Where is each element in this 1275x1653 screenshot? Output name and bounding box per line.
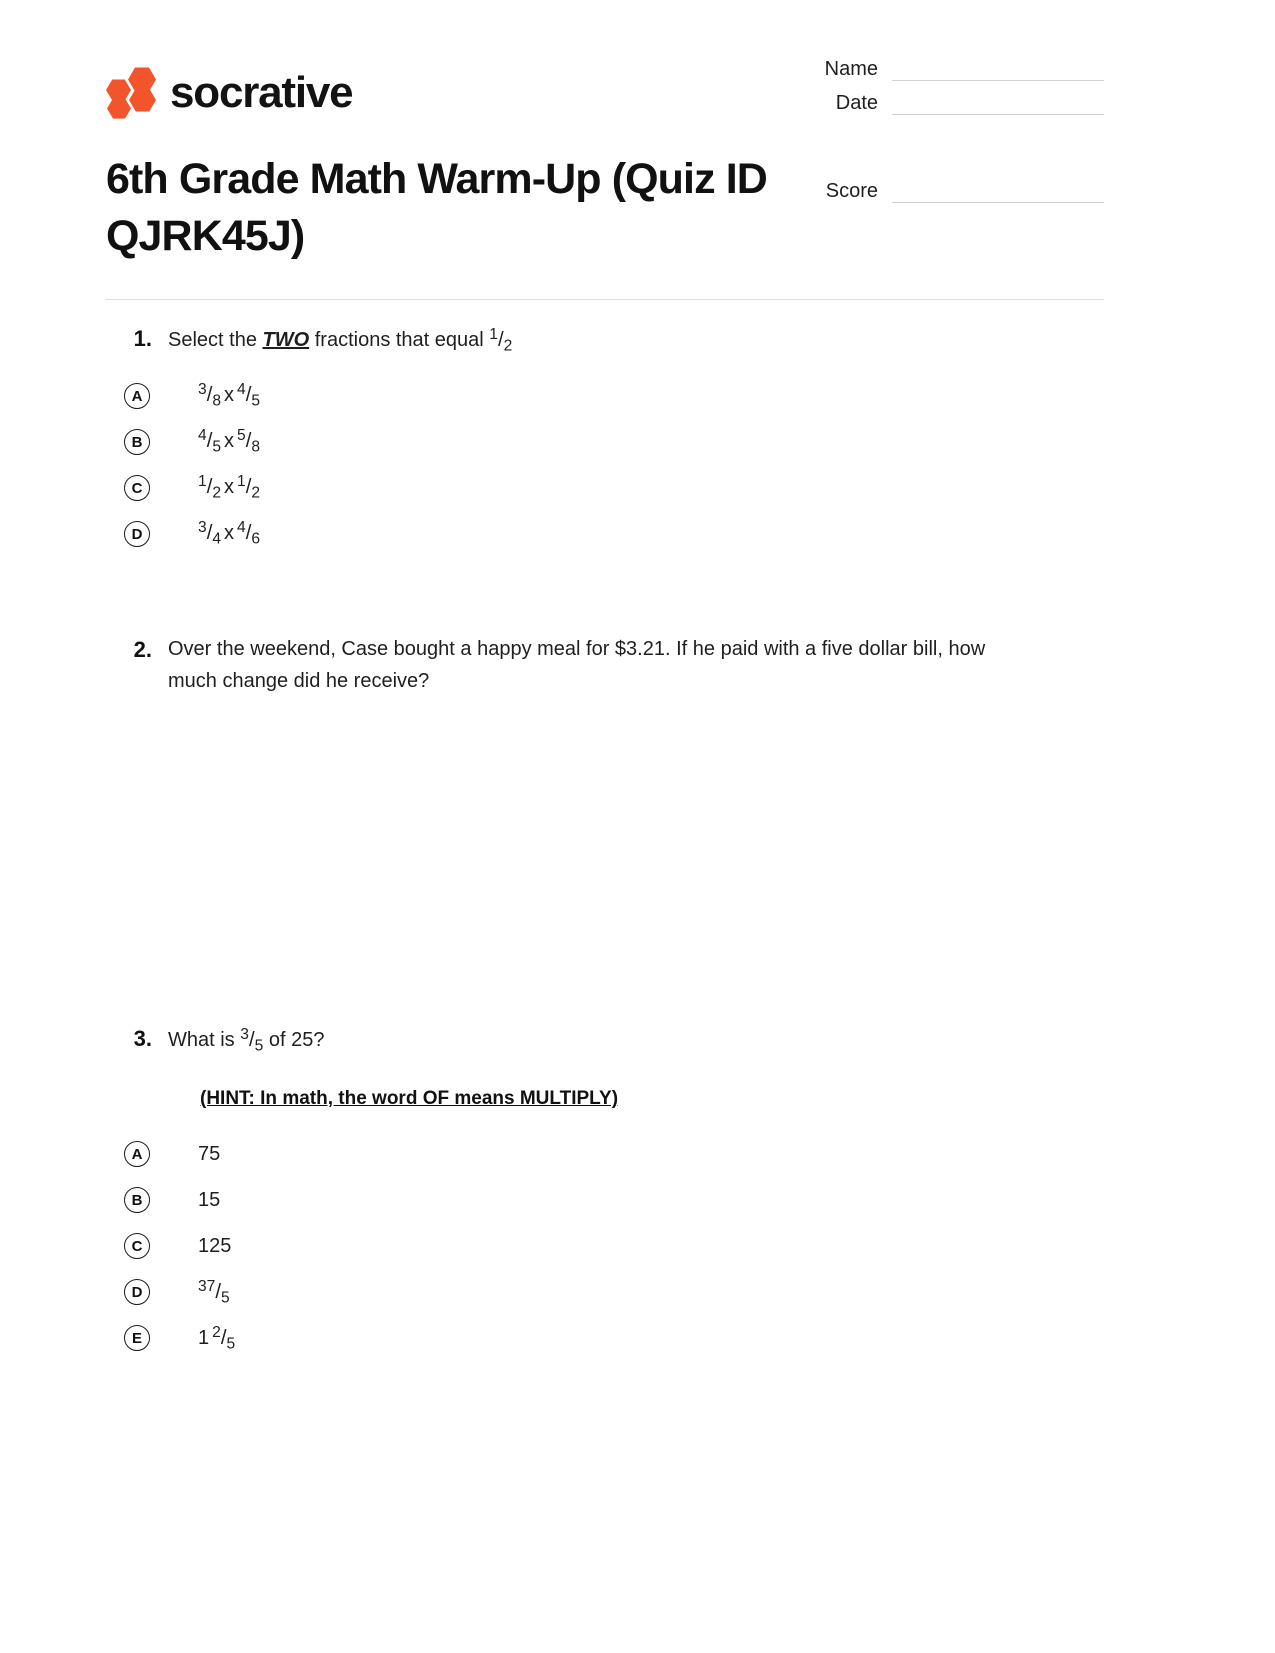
name-field-row	[808, 58, 1104, 81]
operator-symbol: x	[224, 476, 235, 499]
hexagon-shape	[106, 79, 131, 101]
question-hint: (HINT: In math, the word OF means MULTIPLY)	[200, 1087, 619, 1109]
answer-option[interactable]	[106, 1177, 1104, 1223]
question-text-part: of 25?	[263, 1029, 325, 1052]
option-letter[interactable]: C	[124, 475, 150, 501]
inline-fraction	[212, 1323, 236, 1353]
answer-option[interactable]	[106, 465, 1104, 511]
option-text	[168, 379, 260, 413]
inline-fraction	[198, 381, 222, 411]
question-item	[106, 1022, 1104, 1362]
score-field-label: Score	[825, 180, 878, 202]
fraction-numerator: 1	[489, 326, 498, 343]
fraction-slash: /	[220, 1326, 227, 1349]
option-text	[168, 471, 260, 505]
fraction-denominator: 8	[212, 393, 222, 411]
page-title: 6th Grade Math Warm-Up (Quiz ID QJRK45J)	[106, 155, 767, 261]
fraction-numerator: 1	[237, 473, 246, 491]
name-field-label: Name	[824, 58, 878, 80]
option-bullet[interactable]	[106, 521, 168, 547]
inline-fraction	[198, 519, 222, 549]
fraction-numerator: 4	[237, 381, 246, 399]
question-item	[106, 322, 1104, 557]
operator-symbol: x	[224, 522, 235, 545]
answer-option[interactable]	[106, 511, 1104, 557]
fraction-numerator: 4	[198, 427, 207, 445]
fraction-denominator: 4	[212, 531, 222, 549]
fraction-slash: /	[497, 329, 504, 352]
fraction-denominator: 2	[503, 337, 513, 355]
question-heading	[106, 322, 1104, 359]
inline-fraction	[198, 1277, 230, 1307]
fraction-slash: /	[245, 476, 252, 499]
option-letter[interactable]: B	[124, 429, 150, 455]
date-field-row	[808, 92, 1104, 115]
whole-number: 1	[198, 1326, 210, 1349]
answer-options	[106, 373, 1104, 557]
option-bullet[interactable]	[106, 1279, 168, 1305]
option-bullet[interactable]	[106, 1233, 168, 1259]
fraction-slash: /	[215, 1280, 222, 1303]
option-letter[interactable]: D	[124, 521, 150, 547]
inline-fraction	[198, 473, 222, 503]
fraction-slash: /	[206, 476, 213, 499]
option-text: 15	[198, 1189, 221, 1212]
fraction-slash: /	[245, 522, 252, 545]
question-heading	[106, 633, 1104, 698]
question-text	[168, 1022, 1038, 1059]
option-text	[168, 425, 260, 459]
inline-fraction	[237, 473, 261, 503]
question-text	[168, 322, 1038, 359]
fraction-numerator: 37	[198, 1277, 216, 1295]
fraction-numerator: 5	[237, 427, 246, 445]
student-info-fields	[808, 58, 1104, 214]
fraction-denominator: 2	[251, 485, 261, 503]
answer-option[interactable]	[106, 1269, 1104, 1315]
inline-fraction	[237, 519, 261, 549]
option-bullet[interactable]	[106, 383, 168, 409]
option-text: 75	[198, 1143, 221, 1166]
question-text-part: fractions that equal	[309, 329, 490, 352]
hexagon-shape	[129, 88, 156, 112]
fraction-numerator: 2	[212, 1323, 221, 1341]
fraction-slash: /	[248, 1029, 255, 1052]
score-field-input[interactable]	[892, 180, 1104, 203]
answer-option[interactable]	[106, 419, 1104, 465]
fraction-slash: /	[245, 384, 252, 407]
question-text-part: What is	[168, 1029, 241, 1052]
inline-fraction	[198, 427, 222, 457]
socrative-logo	[106, 67, 352, 119]
fraction-denominator: 2	[212, 485, 222, 503]
fraction-denominator: 5	[254, 1037, 264, 1055]
fraction-numerator: 4	[237, 519, 246, 537]
fraction-denominator: 5	[226, 1335, 236, 1353]
date-field-input[interactable]	[892, 92, 1104, 115]
fraction-slash: /	[206, 384, 213, 407]
fraction-denominator: 5	[212, 439, 222, 457]
fraction-denominator: 6	[251, 531, 261, 549]
hexagon-shape	[128, 67, 156, 92]
option-text	[168, 1276, 230, 1310]
fraction-numerator: 3	[240, 1025, 249, 1043]
score-field-row	[808, 180, 1104, 203]
option-bullet[interactable]	[106, 475, 168, 501]
brand-wordmark: socrative	[170, 68, 353, 117]
option-bullet[interactable]	[106, 1187, 168, 1213]
option-letter[interactable]: E	[124, 1325, 150, 1351]
answer-option[interactable]	[106, 1315, 1104, 1361]
fraction-slash: /	[245, 430, 252, 453]
option-bullet[interactable]	[106, 1141, 168, 1167]
fraction-numerator: 3	[198, 519, 207, 537]
inline-fraction	[240, 1025, 264, 1055]
fraction-denominator: 5	[221, 1289, 230, 1307]
operator-symbol: x	[224, 384, 235, 407]
inline-fraction	[489, 326, 513, 355]
fraction-slash: /	[206, 430, 213, 453]
worksheet-header	[106, 58, 1104, 298]
question-number: 3.	[133, 1025, 152, 1051]
option-text	[168, 517, 260, 551]
question-item	[106, 633, 1104, 998]
hexagon-shape	[107, 98, 131, 119]
option-letter[interactable]: C	[124, 1233, 150, 1259]
fraction-slash: /	[206, 522, 213, 545]
answer-option[interactable]	[106, 1131, 1104, 1177]
option-letter[interactable]: A	[124, 383, 150, 409]
answer-options	[106, 1131, 1104, 1361]
header-divider	[106, 299, 1104, 300]
name-field-input[interactable]	[892, 58, 1104, 81]
question-number: 2.	[133, 637, 152, 663]
question-text-part: Select the	[168, 329, 263, 352]
answer-option[interactable]	[106, 1223, 1104, 1269]
option-letter[interactable]: D	[124, 1279, 150, 1305]
fraction-denominator: 8	[251, 439, 261, 457]
option-bullet[interactable]	[106, 429, 168, 455]
inline-fraction	[237, 427, 261, 457]
fraction-numerator: 1	[198, 473, 207, 491]
option-text	[168, 1322, 235, 1356]
date-field-label: Date	[835, 92, 878, 114]
question-list	[106, 322, 1104, 1361]
fraction-numerator: 3	[198, 381, 207, 399]
option-bullet[interactable]	[106, 1325, 168, 1351]
option-letter[interactable]: B	[124, 1187, 150, 1213]
inline-fraction	[237, 381, 261, 411]
hexagon-logo-icon	[106, 67, 156, 119]
free-response-area[interactable]	[106, 698, 1104, 998]
option-text: 125	[198, 1235, 232, 1258]
question-text: Over the weekend, Case bought a happy meal for $3.21. If he paid with a five dollar bill, how much change did he receive?	[168, 638, 986, 693]
answer-option[interactable]	[106, 373, 1104, 419]
option-letter[interactable]: A	[124, 1141, 150, 1167]
question-number: 1.	[133, 326, 152, 351]
question-emphasis: TWO	[262, 329, 310, 352]
question-heading	[106, 1022, 1104, 1059]
fraction-denominator: 5	[251, 393, 261, 411]
operator-symbol: x	[224, 430, 235, 453]
